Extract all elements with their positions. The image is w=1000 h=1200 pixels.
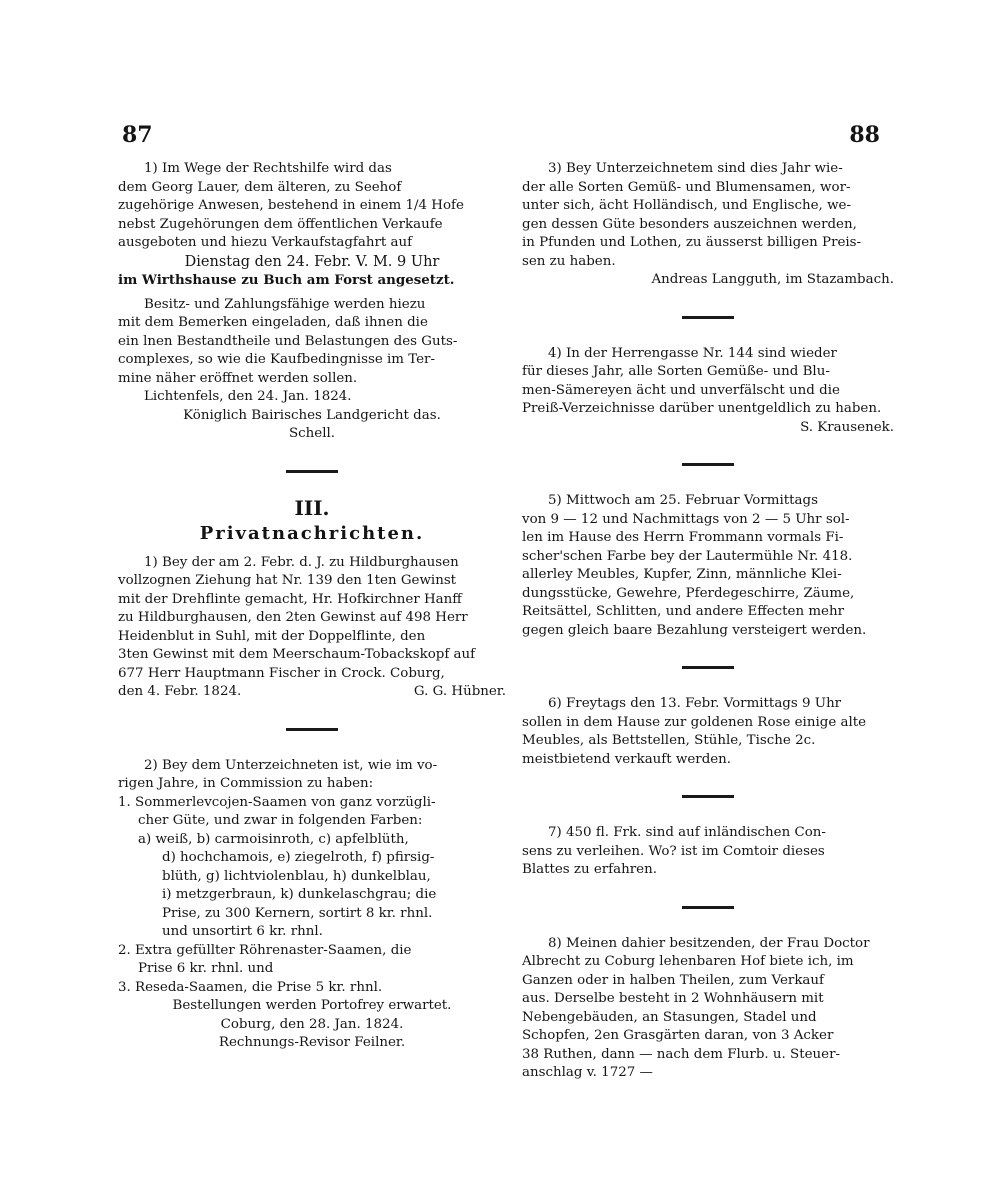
text-line: mine näher eröffnet werden sollen. <box>118 370 358 386</box>
separator-rule <box>682 795 734 798</box>
text-line: sollen in dem Hause zur goldenen Rose einige alte <box>522 714 867 730</box>
text-line: Besitz- und Zahlungsfähige werden hiezu <box>144 296 426 312</box>
private-notice-8 <box>522 935 894 1083</box>
list-item-continuation: cher Güte, und zwar in folgenden Farben: <box>138 813 423 828</box>
private-notice-1 <box>118 554 506 702</box>
place-date: Lichtenfels, den 24. Jan. 1824. <box>144 389 352 404</box>
notice-date: den 4. Febr. 1824. <box>118 684 242 699</box>
color-line: Prise, zu 300 Kernern, sortirt 8 kr. rhnl. <box>162 905 433 921</box>
text-line: nebst Zugehörungen dem öffentlichen Verkaufe <box>118 216 443 232</box>
section-title: Privatnachrichten. <box>199 523 425 544</box>
notice-date: Coburg, den 28. Jan. 1824. <box>220 1016 404 1032</box>
text-line: der alle Sorten Gemüß- und Blumensamen, wor- <box>522 179 851 195</box>
text-line: Schopfen, 2en Grasgärten daran, von 3 Acker <box>522 1028 834 1043</box>
left-column <box>118 160 506 1057</box>
text-line: Meubles, als Bettstellen, Stühle, Tische 2c. <box>522 733 816 748</box>
auction-date-line: Dienstag den 24. Febr. V. M. 9 Uhr <box>184 253 440 270</box>
separator-rule <box>682 666 734 669</box>
signer-name: Schell. <box>288 426 336 441</box>
private-notice-6 <box>522 695 894 769</box>
text-line: Reitsättel, Schlitten, und andere Effecten mehr <box>522 604 845 619</box>
text-line: 677 Herr Hauptmann Fischer in Crock. Coburg, <box>118 665 445 681</box>
signer-name: Rechnungs-Revisor Feilner. <box>218 1035 406 1050</box>
signer-name: G. G. Hübner. <box>413 684 506 699</box>
text-line: Blattes zu erfahren. <box>522 862 657 877</box>
signature-row <box>118 683 506 702</box>
text-line: 5) Mittwoch am 25. Februar Vormittags <box>548 493 818 508</box>
text-line: mit der Drehflinte gemacht, Hr. Hofkirchner Hanff <box>118 591 462 607</box>
text-line: 7) 450 fl. Frk. sind auf inländischen Con- <box>548 825 826 840</box>
color-line: d) hochchamois, e) ziegelroth, f) pfirsig- <box>162 850 435 865</box>
text-line: anschlag v. 1727 — <box>522 1065 653 1080</box>
color-line: i) metzgerbraun, k) dunkelaschgrau; die <box>162 887 437 902</box>
text-line: 2) Bey dem Unterzeichneten ist, wie im vo- <box>144 757 438 773</box>
right-column <box>522 160 894 1087</box>
signer-name: Andreas Langguth, im Stazambach. <box>651 272 894 287</box>
text-line: ausgeboten und hiezu Verkaufstagfahrt auf <box>118 235 413 250</box>
text-line: 1) Bey der am 2. Febr. d. J. zu Hildburghausen <box>144 554 459 570</box>
text-line: len im Hause des Herrn Frommann vormals Fi- <box>522 530 844 545</box>
text-line: men-Sämereyen ächt und unverfälscht und die <box>522 382 840 398</box>
private-notice-4 <box>522 345 894 438</box>
separator-rule <box>682 463 734 466</box>
text-line: meistbietend verkauft werden. <box>522 751 732 767</box>
separator-rule <box>682 316 734 319</box>
text-line: 38 Ruthen, dann — nach dem Flurb. u. Steuer- <box>522 1046 840 1062</box>
text-line: sens zu verleihen. Wo? ist im Comtoir dieses <box>522 843 825 859</box>
text-line: von 9 — 12 und Nachmittags von 2 — 5 Uhr sol- <box>522 511 850 527</box>
order-note: Bestellungen werden Portofrey erwartet. <box>172 998 452 1013</box>
text-line: unter sich, ächt Holländisch, und Englische, we- <box>522 198 851 213</box>
list-item-continuation: Prise 6 kr. rhnl. und <box>138 961 274 976</box>
text-line: sen zu haben. <box>522 253 616 269</box>
private-notice-3 <box>522 160 894 290</box>
list-item: 1. Sommerlevcojen-Saamen von ganz vorzügli- <box>118 794 436 810</box>
list-item: 3. Reseda-Saamen, die Prise 5 kr. rhnl. <box>118 979 383 995</box>
color-line: blüth, g) lichtviolenblau, h) dunkelblau, <box>162 868 431 884</box>
text-line: 6) Freytags den 13. Febr. Vormittags 9 Uhr <box>548 696 842 711</box>
text-line: dungsstücke, Gewehre, Pferdegeschirre, Zäume, <box>522 585 855 601</box>
text-line: 8) Meinen dahier besitzenden, der Frau Doctor <box>548 935 870 951</box>
text-line: 4) In der Herrengasse Nr. 144 sind wieder <box>548 345 837 361</box>
text-line: zu Hildburghausen, den 2ten Gewinst auf 498 Herr <box>118 610 468 625</box>
list-item: 2. Extra gefüllter Röhrenaster-Saamen, die <box>118 942 412 958</box>
text-line: mit dem Bemerken eingeladen, daß ihnen die <box>118 315 428 330</box>
text-line: gen dessen Güte besonders auszeichnen werden, <box>522 216 857 232</box>
separator-rule <box>286 728 338 731</box>
text-line: zugehörige Anwesen, bestehend in einem 1/4 Hofe <box>118 198 464 213</box>
text-line: dem Georg Lauer, dem älteren, zu Seehof <box>118 179 402 195</box>
text-line: Preiß-Verzeichnisse darüber unentgeldlich zu haben. <box>522 401 882 416</box>
page-number-right: 88 <box>849 122 880 148</box>
text-line: 3) Bey Unterzeichnetem sind dies Jahr wie- <box>548 161 843 176</box>
separator-rule <box>682 906 734 909</box>
separator-rule <box>286 470 338 473</box>
text-line: Heidenblut in Suhl, mit der Doppelflinte, den <box>118 628 426 644</box>
text-line: complexes, so wie die Kaufbedingnisse im Ter- <box>118 352 435 367</box>
private-notice-7 <box>522 824 894 880</box>
text-line: für dieses Jahr, alle Sorten Gemüße- und Blu- <box>522 364 830 379</box>
page-number-left: 87 <box>122 122 153 148</box>
private-notice-5 <box>522 492 894 640</box>
text-line: ein lnen Bestandtheile und Belastungen des Guts- <box>118 333 458 349</box>
notice-1 <box>118 160 506 444</box>
auction-place-line: im Wirthshause zu Buch am Forst angesetzt. <box>118 272 455 288</box>
private-notice-2 <box>118 757 506 1053</box>
text-line: aus. Derselbe besteht in 2 Wohnhäusern mit <box>522 991 824 1006</box>
text-line: in Pfunden und Lothen, zu äusserst billigen Preis- <box>522 235 862 250</box>
text-line: Nebengebäuden, an Stasungen, Stadel und <box>522 1009 817 1025</box>
text-line: Albrecht zu Coburg lehenbaren Hof biete ich, im <box>522 954 854 969</box>
text-line: vollzognen Ziehung hat Nr. 139 den 1ten Gewinst <box>118 573 457 588</box>
color-line: und unsortirt 6 kr. rhnl. <box>162 924 323 939</box>
section-number: III. <box>294 495 330 520</box>
text-line: 1) Im Wege der Rechtshilfe wird das <box>144 161 392 176</box>
signer-name: S. Krausenek. <box>800 419 894 435</box>
text-line: allerley Meubles, Kupfer, Zinn, männliche Klei- <box>522 567 842 582</box>
text-line: rigen Jahre, in Commission zu haben: <box>118 776 374 791</box>
color-line: a) weiß, b) carmoisinroth, c) apfelblüth, <box>138 831 409 847</box>
text-line: gegen gleich baare Bezahlung versteigert werden. <box>522 622 867 638</box>
court-name: Königlich Bairisches Landgericht das. <box>183 407 441 423</box>
text-line: 3ten Gewinst mit dem Meerschaum-Tobackskopf auf <box>118 647 476 662</box>
text-line: scher'schen Farbe bey der Lautermühle Nr. 418. <box>522 548 853 564</box>
text-line: Ganzen oder in halben Theilen, zum Verkauf <box>522 972 824 988</box>
